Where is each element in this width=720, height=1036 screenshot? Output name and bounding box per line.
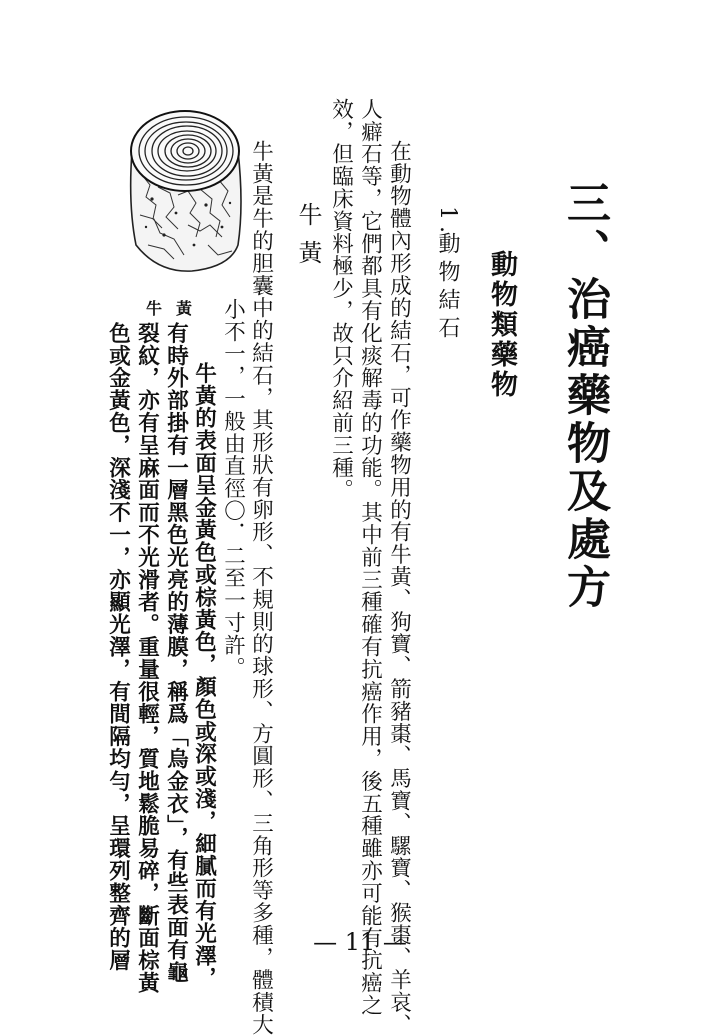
item-line-6: 色或金黃色，深淺不一，亦顯光澤，有間隔均勻，呈環列整齊的層 bbox=[105, 322, 131, 972]
item-line-4: 有時外部掛有一層黑色光亮的薄膜，稱爲「烏金衣」，有些表面有龜 bbox=[163, 322, 189, 984]
page-number: — 11 — bbox=[313, 928, 407, 956]
item-line-2: 小不一，一般由直徑〇．二至一寸許。 bbox=[220, 298, 246, 679]
bezoar-illustration bbox=[118, 95, 250, 287]
item-heading: 牛黃 bbox=[294, 202, 322, 278]
item-line-1: 牛黃是牛的胆囊中的結石，其形狀有卵形、不規則的球形、方圓形、三角形等多種，體積大 bbox=[248, 140, 274, 1036]
item-line-3: 牛黃的表面呈金黃色或棕黃色，顏色或深或淺，細膩而有光澤， bbox=[191, 362, 217, 990]
item-line-5: 裂紋，亦有呈麻面而不光滑者。重量很輕，質地鬆脆易碎，斷面棕黃 bbox=[134, 322, 160, 994]
subsection-number: 1. bbox=[435, 206, 460, 239]
figure-caption: 牛黃 bbox=[146, 299, 207, 318]
subsection-title: 動物結石 bbox=[435, 232, 460, 344]
chapter-title: 三、治癌藥物及處方 bbox=[559, 180, 610, 612]
intro-line-3: 效，但臨床資料極少，故只介紹前三種。 bbox=[328, 98, 354, 502]
intro-line-1: 在動物體內形成的結石，可作藥物用的有牛黃、狗寶、箭豬棗、馬寶、騾寶、猴棗、羊哀、 bbox=[386, 140, 412, 1036]
section-title: 動物類藥物 bbox=[486, 250, 517, 400]
intro-line-2: 人癖石等，它們都具有化痰解毒的功能。其中前三種確有抗癌作用，後五種雖亦可能有抗癌之 bbox=[357, 98, 383, 1017]
